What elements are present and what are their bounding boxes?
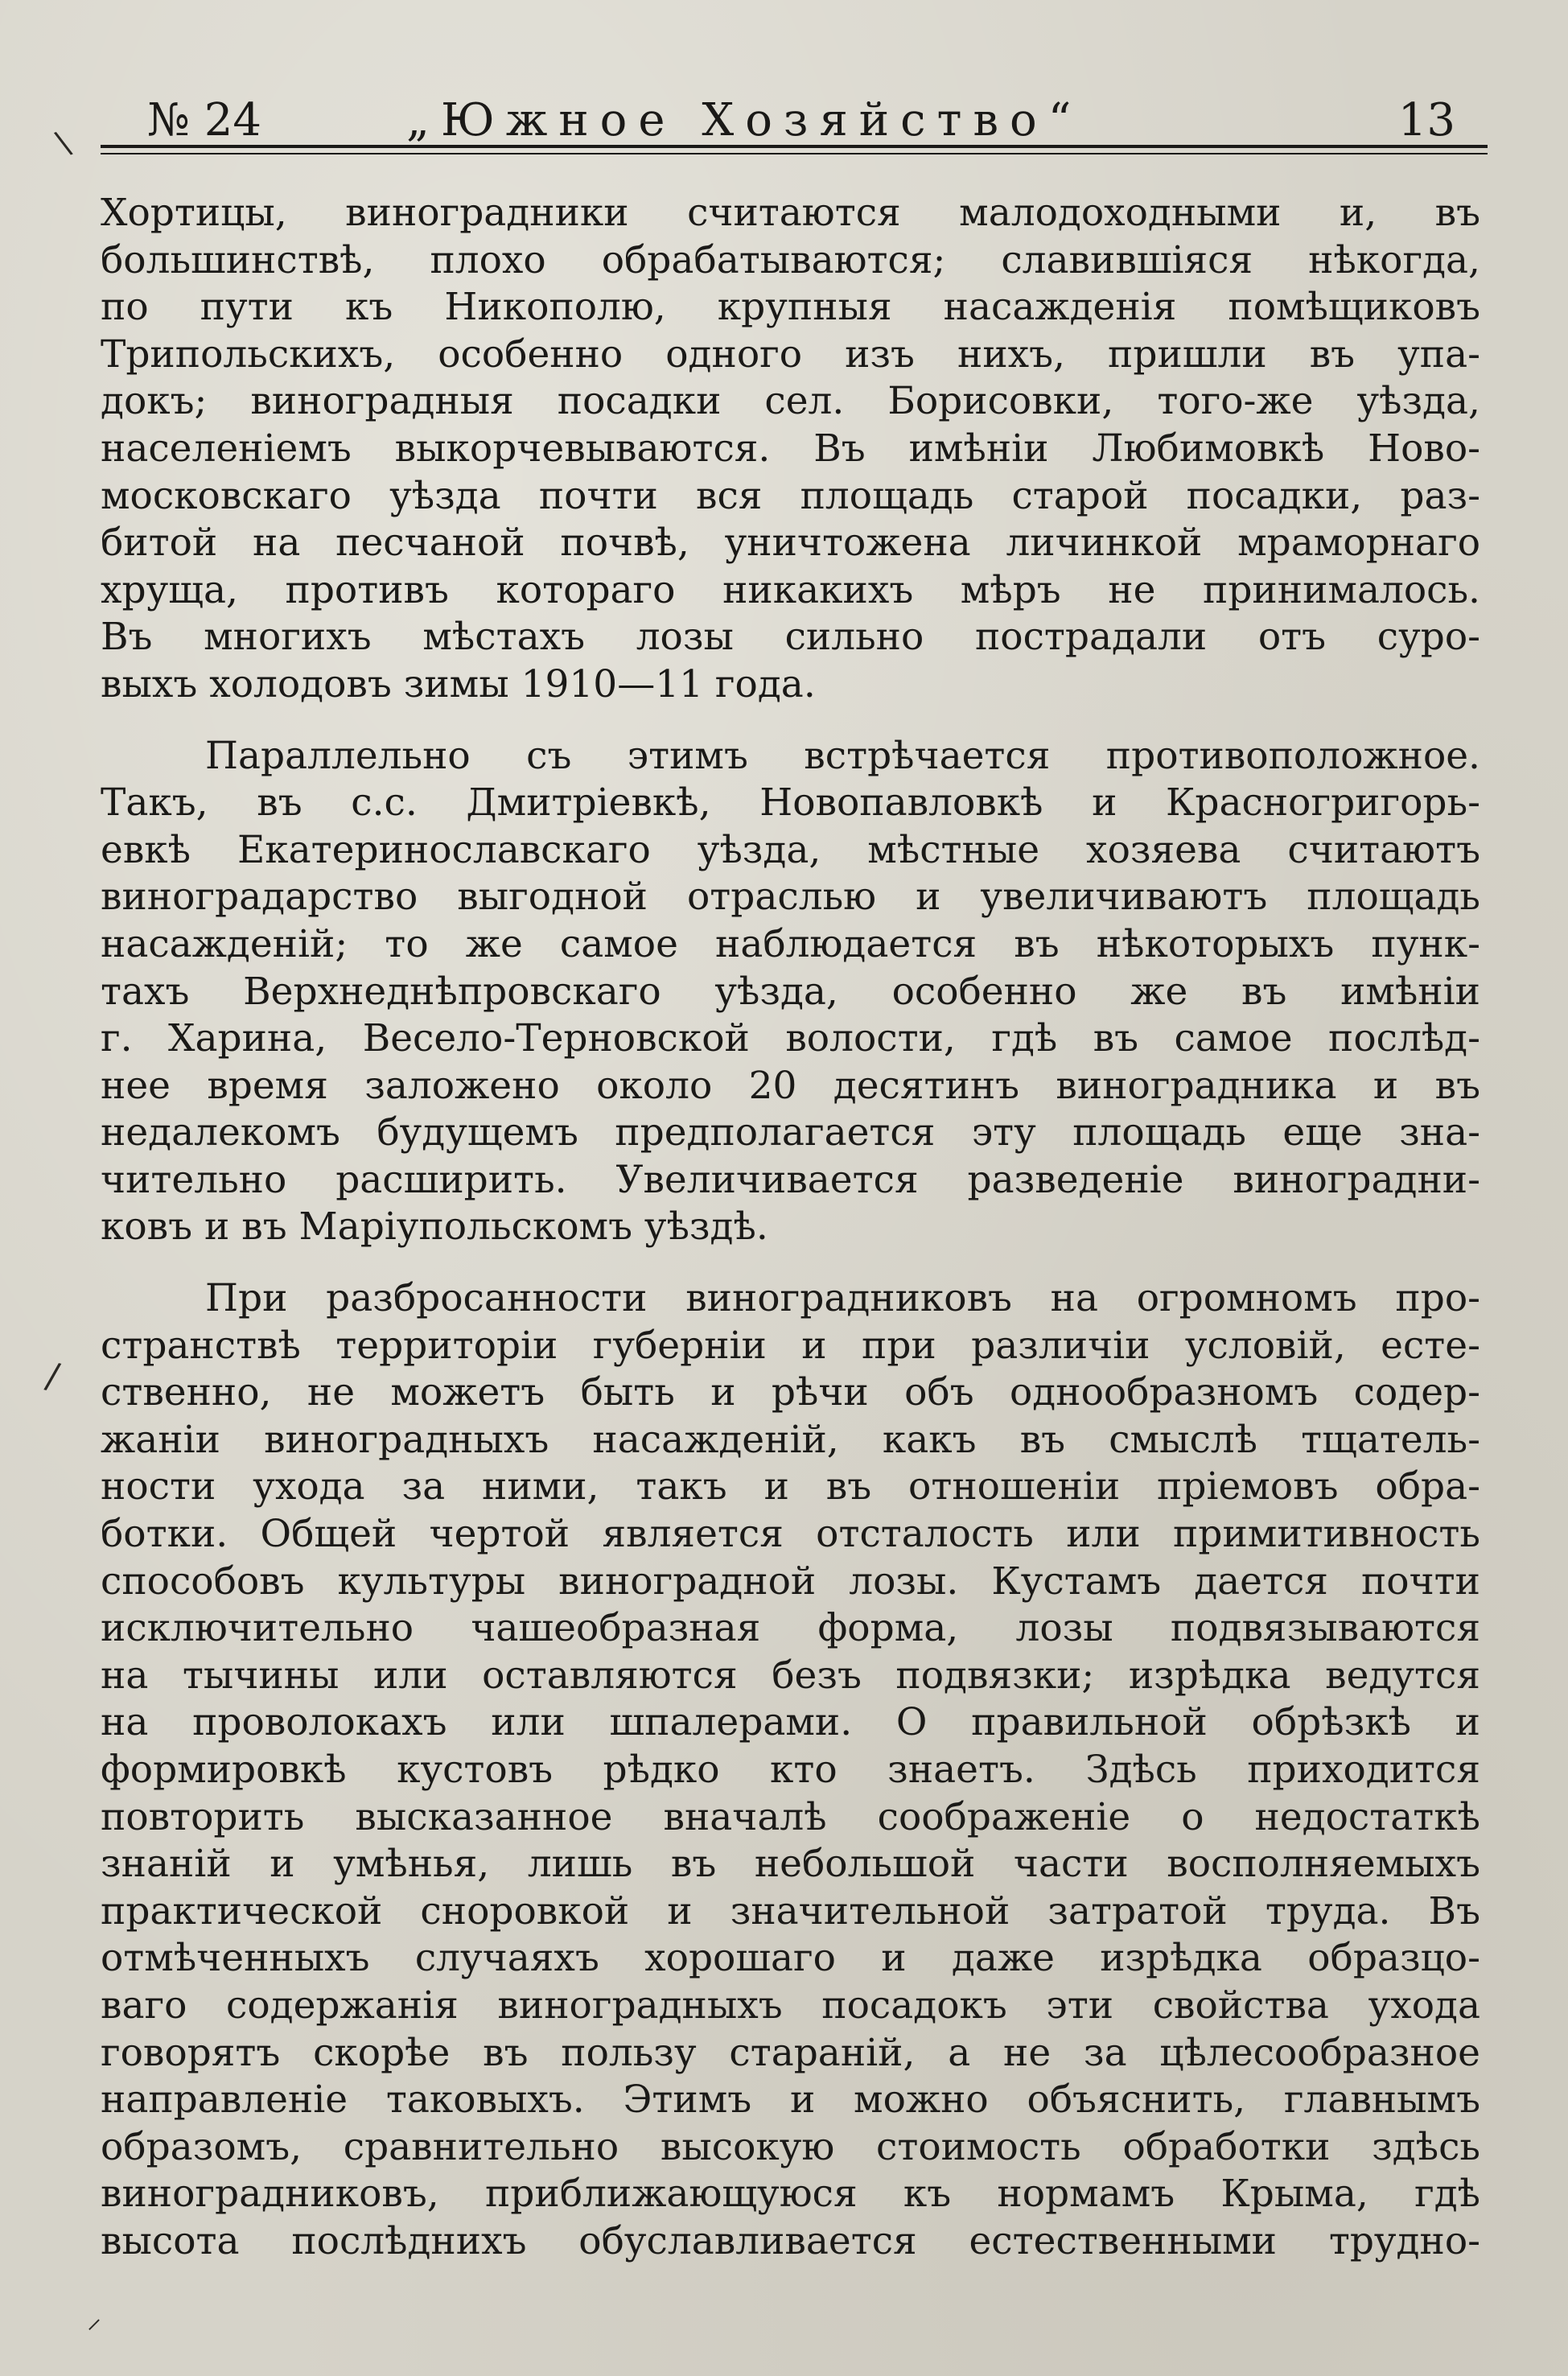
- text-line: докъ; виноградныя посадки сел. Борисовки, того-же уѣзда,: [101, 379, 1480, 424]
- text-line: Въ многихъ мѣстахъ лозы сильно пострадали отъ суро-: [101, 615, 1480, 660]
- text-line: выхъ холодовъ зимы 1910—11 года.: [101, 661, 816, 706]
- text-line: насажденій; то же самое наблюдается въ нѣкоторыхъ пунк-: [101, 921, 1480, 966]
- text-line: знаній и умѣнья, лишь въ небольшой части восполняемыхъ: [101, 1842, 1480, 1887]
- paragraph: [101, 733, 1480, 1252]
- text-line: направленіе таковыхъ. Этимъ и можно объяснить, главнымъ: [101, 2077, 1480, 2123]
- text-line: населеніемъ выкорчевываются. Въ имѣніи Любимовкѣ Ново-: [101, 426, 1480, 471]
- paragraph: [101, 190, 1480, 709]
- text-line: тахъ Верхнеднѣпровскаго уѣзда, особенно же въ имѣніи: [101, 969, 1480, 1014]
- margin-mark: \: [51, 124, 75, 163]
- text-line: жаніи виноградныхъ насажденій, какъ въ смыслѣ тщатель-: [101, 1417, 1480, 1462]
- text-line: говорятъ скорѣе въ пользу стараній, а не за цѣлесообразное: [101, 2030, 1480, 2075]
- text-line: битой на песчаной почвѣ, уничтожена личинкой мраморнаго: [101, 521, 1480, 566]
- text-line: формировкѣ кустовъ рѣдко кто знаетъ. Здѣсь приходится: [101, 1748, 1480, 1792]
- margin-mark: /: [42, 1355, 63, 1398]
- text-line: ственно, не можетъ быть и рѣчи объ однообразномъ содер-: [101, 1370, 1480, 1415]
- text-line: хруща, противъ котораго никакихъ мѣръ не принималось.: [101, 567, 1480, 612]
- running-header: [101, 89, 1488, 153]
- text-line: практической сноровкой и значительной затратой труда. Въ: [101, 1888, 1480, 1933]
- text-line: виноградниковъ, приближающуюся къ нормамъ Крыма, гдѣ: [101, 2172, 1480, 2217]
- text-line: г. Харина, Весело-Терновской волости, гдѣ въ самое послѣд-: [101, 1016, 1480, 1061]
- text-line: Такъ, въ с.с. Дмитріевкѣ, Новопавловкѣ и Красногригорь-: [101, 780, 1480, 826]
- text-line: московскаго уѣзда почти вся площадь старой посадки, раз-: [101, 473, 1480, 518]
- text-line: высота послѣднихъ обуславливается естественными трудно-: [101, 2218, 1480, 2263]
- text-line: по пути къ Никополю, крупныя насажденія помѣщиковъ: [101, 285, 1480, 330]
- text-line: большинствѣ, плохо обрабатываются; славившіяся нѣкогда,: [101, 237, 1480, 282]
- journal-title: „Южное Хозяйство“: [406, 94, 1083, 146]
- text-line: образомъ, сравнительно высокую стоимость обработки здѣсь: [101, 2124, 1480, 2169]
- text-line: странствѣ территоріи губерніи и при различіи условій, есте-: [101, 1323, 1480, 1368]
- text-line: недалекомъ будущемъ предполагается эту площадь еще зна-: [101, 1110, 1480, 1155]
- paragraph: [101, 1275, 1480, 2265]
- text-line: Хортицы, виноградники считаются малодоходными и, въ: [101, 191, 1480, 235]
- text-line: При разбросанности виноградниковъ на огромномъ про-: [205, 1276, 1480, 1321]
- issue-number: № 24: [147, 94, 262, 146]
- text-line: евкѣ Екатеринославскаго уѣзда, мѣстные хозяева считаютъ: [101, 827, 1480, 872]
- text-line: ботки. Общей чертой является отсталость или примитивность: [101, 1512, 1480, 1557]
- header-rule: [101, 145, 1488, 148]
- text-line: исключительно чашеобразная форма, лозы подвязываются: [101, 1606, 1480, 1651]
- margin-mark: ⸝: [87, 2302, 101, 2335]
- text-line: Трипольскихъ, особенно одного изъ нихъ, пришли въ упа-: [101, 331, 1480, 377]
- text-line: нее время заложено около 20 десятинъ виноградника и въ: [101, 1063, 1480, 1108]
- article-body: [101, 190, 1480, 2266]
- text-line: на тычины или оставляются безъ подвязки; изрѣдка ведутся: [101, 1653, 1480, 1698]
- text-line: отмѣченныхъ случаяхъ хорошаго и даже изрѣдка образцо-: [101, 1936, 1480, 1981]
- text-line: ковъ и въ Маріупольскомъ уѣздѣ.: [101, 1204, 768, 1250]
- text-line: ности ухода за ними, такъ и въ отношеніи пріемовъ обра-: [101, 1464, 1480, 1509]
- paragraph-gap: [101, 1251, 1480, 1275]
- text-line: ваго содержанія виноградныхъ посадокъ эти свойства ухода: [101, 1983, 1480, 2028]
- text-line: виноградарство выгодной отраслью и увеличиваютъ площадь: [101, 875, 1480, 920]
- text-line: чительно расширить. Увеличивается разведеніе виноградни-: [101, 1157, 1480, 1202]
- text-line: повторить высказанное вначалѣ соображеніе о недостаткѣ: [101, 1794, 1480, 1839]
- paragraph-gap: [101, 709, 1480, 733]
- header-rule: [101, 153, 1488, 154]
- text-line: Параллельно съ этимъ встрѣчается противоположное.: [205, 733, 1480, 778]
- text-line: способовъ культуры виноградной лозы. Кустамъ дается почти: [101, 1559, 1480, 1604]
- page-number: 13: [1397, 94, 1455, 146]
- text-line: на проволокахъ или шпалерами. О правильной обрѣзкѣ и: [101, 1700, 1480, 1745]
